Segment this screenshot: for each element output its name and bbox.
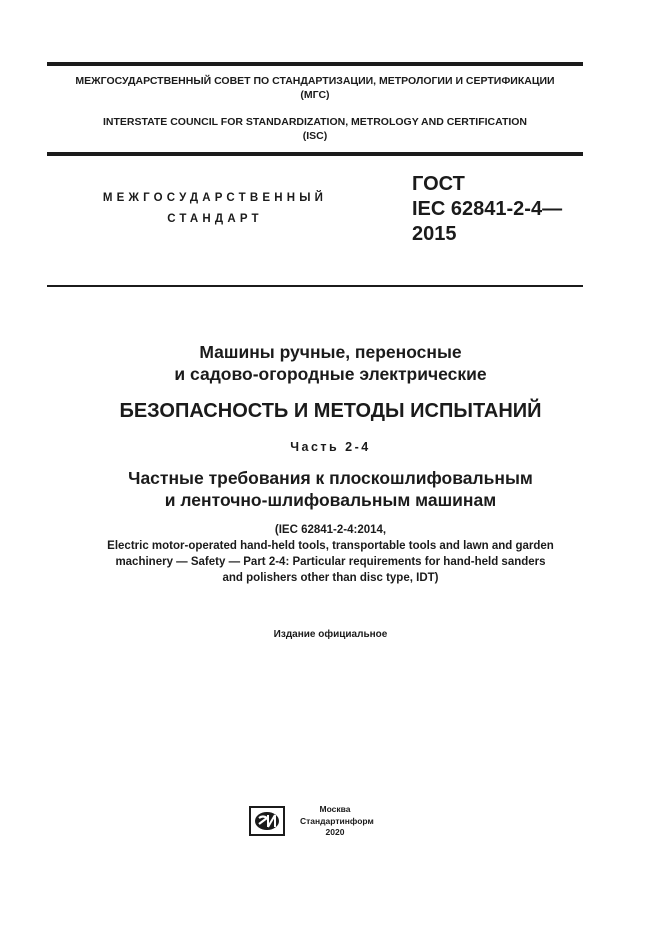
iec-line3: machinery — Safety — Part 2-4: Particular requirements for hand-held sanders <box>115 556 546 568</box>
header-rule <box>47 152 583 156</box>
publisher-info <box>300 804 374 839</box>
council-header-ru <box>47 74 583 102</box>
part-title-line2: и ленточно-шлифовальным машинам <box>164 490 497 510</box>
edition-official: Издание официальное <box>273 629 388 640</box>
publisher-name: Стандартинформ <box>300 815 374 826</box>
title-main: БЕЗОПАСНОСТЬ И МЕТОДЫ ИСПЫТАНИЙ <box>119 400 542 422</box>
title-line2: и садово-огородные электрические <box>174 364 487 384</box>
top-rule <box>47 62 583 66</box>
publisher-city: Москва <box>319 804 351 814</box>
part-label: Часть 2-4 <box>290 440 371 454</box>
gost-year: 2015 <box>412 223 457 245</box>
council-en-name: INTERSTATE COUNCIL FOR STANDARDIZATION, METROLOGY AND CERTIFICATION <box>102 116 528 128</box>
council-ru-abbr: (МГС) <box>300 89 330 101</box>
standartinform-logo-icon <box>249 806 285 836</box>
standard-type-line1: МЕЖГОСУДАРСТВЕННЫЙ <box>102 192 328 204</box>
iec-line2: Electric motor-operated hand-held tools, transportable tools and lawn and garden <box>107 540 554 552</box>
iec-line1: (IEC 62841-2-4:2014, <box>274 524 387 536</box>
gost-label: ГОСТ <box>412 173 465 195</box>
council-header-en <box>47 115 583 143</box>
title-subject <box>0 341 661 385</box>
iec-line4: and polishers other than disc type, IDT) <box>222 572 439 584</box>
part-title-line1: Частные требования к плоскошлифовальным <box>128 468 533 488</box>
part-title <box>0 467 661 511</box>
designation-rule <box>47 285 583 287</box>
council-en-abbr: (ISC) <box>302 130 328 142</box>
gost-number: IEC 62841-2-4— <box>412 198 563 220</box>
publisher-year: 2020 <box>325 827 345 837</box>
iec-reference <box>0 522 661 586</box>
gost-designation <box>412 172 562 247</box>
title-line1: Машины ручные, переносные <box>199 342 462 362</box>
council-ru-name: МЕЖГОСУДАРСТВЕННЫЙ СОВЕТ ПО СТАНДАРТИЗАЦИИ, МЕТРОЛОГИИ И СЕРТИФИКАЦИИ <box>75 75 555 87</box>
standard-type-line2: СТАНДАРТ <box>167 213 263 225</box>
